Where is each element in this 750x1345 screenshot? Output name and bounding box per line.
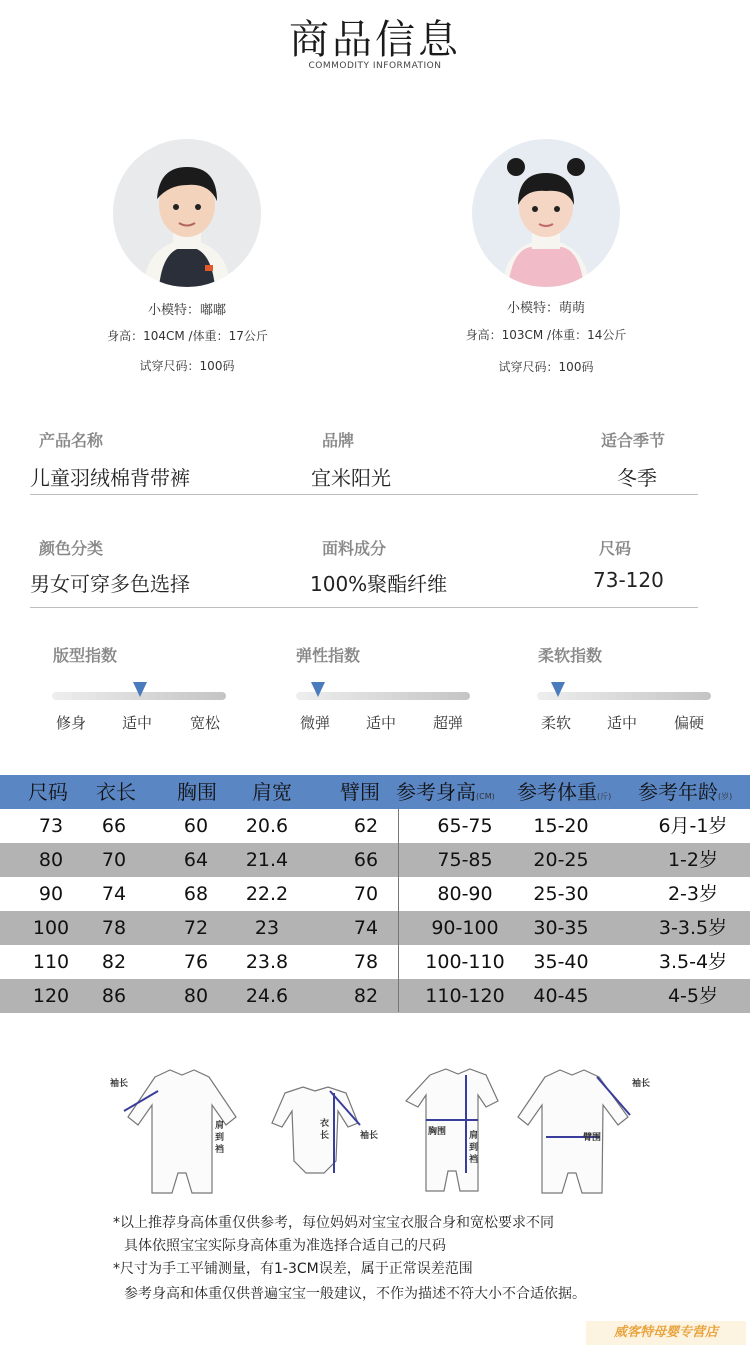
fabric-label: 面料成分: [322, 539, 387, 558]
romper-long-sleeve-back-icon: [518, 1070, 628, 1193]
th-size: 尺码: [28, 780, 68, 804]
elastic-index-marker: [311, 682, 325, 698]
model-boy-stats: 身高：104CM /体重：17公斤: [107, 329, 268, 343]
model-girl-photo: [472, 139, 620, 287]
fit-tick-1: 修身: [56, 714, 87, 732]
table-row: [0, 877, 750, 911]
elastic-tick-3: 超弹: [433, 714, 464, 732]
fit-index-marker: [133, 682, 147, 698]
size-value: 73-120: [593, 568, 664, 592]
table-cell: 80: [38, 849, 64, 871]
model-girl-stats: 身高：103CM /体重：14公斤: [465, 328, 627, 342]
info-divider-1: [30, 494, 698, 495]
th-height-unit: (CM): [476, 792, 495, 801]
note-3: *尺寸为手工平铺测量，有1-3CM误差，属于正常误差范围: [113, 1261, 473, 1277]
table-cell: 6月-1岁: [658, 815, 728, 837]
info-divider-2: [30, 607, 698, 608]
table-cell: 66: [101, 815, 127, 837]
romper-short-sleeve-icon: [406, 1069, 498, 1191]
table-cell: 21.4: [245, 849, 289, 871]
soft-tick-2: 适中: [607, 714, 638, 732]
table-cell: 90: [38, 883, 64, 905]
model-girl-name: 小模特：萌萌: [506, 301, 585, 316]
table-cell: 24.6: [245, 985, 289, 1007]
color-label: 颜色分类: [39, 539, 104, 558]
table-cell: 40-45: [533, 985, 589, 1007]
measurement-diagram: [100, 1065, 660, 1215]
size-table-header: [0, 775, 750, 809]
soft-index-marker: [551, 682, 565, 698]
table-cell: 62: [353, 815, 379, 837]
elastic-tick-1: 微弹: [300, 714, 331, 732]
table-cell: 15-20: [533, 815, 589, 837]
diagram-label-sleeve-3: 袖长: [632, 1079, 651, 1089]
table-cell: 78: [101, 917, 127, 939]
table-cell: 110-120: [425, 985, 505, 1007]
table-cell: 86: [101, 985, 127, 1007]
th-height-label: 参考身高: [396, 780, 476, 804]
diagram-label-chest: 胸围: [428, 1127, 447, 1137]
brand-value: 宜米阳光: [311, 466, 391, 490]
table-cell: 82: [353, 985, 379, 1007]
th-weight-label: 参考体重: [517, 780, 597, 804]
table-cell: 100: [32, 917, 70, 939]
diagram-label-sleeve-1: 袖长: [110, 1079, 129, 1089]
note-4: 参考身高和体重仅供普遍宝宝一般建议，不作为描述不符大小不合适依据。: [124, 1286, 586, 1302]
fit-index-label: 版型指数: [53, 646, 118, 665]
table-cell: 80-90: [437, 883, 493, 905]
th-age: [638, 775, 732, 809]
table-cell: 110: [32, 951, 70, 973]
table-cell: 100-110: [425, 951, 505, 973]
table-cell: 23: [254, 917, 280, 939]
th-shoulder: 肩宽: [252, 780, 292, 804]
store-watermark: 威客特母婴专营店: [586, 1321, 746, 1345]
product-name-value: 儿童羽绒棉背带裤: [30, 466, 190, 490]
table-cell: 22.2: [245, 883, 289, 905]
table-cell: 70: [101, 849, 127, 871]
diagram-label-length: 衣长: [320, 1119, 330, 1141]
table-row: [0, 945, 750, 979]
season-value: 冬季: [617, 466, 657, 490]
table-row: [0, 843, 750, 877]
size-label: 尺码: [599, 539, 632, 558]
table-cell: 3-3.5岁: [658, 917, 728, 939]
table-row: [0, 911, 750, 945]
table-cell: 20-25: [533, 849, 589, 871]
table-cell: 20.6: [245, 815, 289, 837]
model-boy-trial: 试穿尺码：100码: [139, 359, 235, 373]
diagram-label-shoulder-crotch-1: 肩到裆: [215, 1121, 225, 1155]
table-cell: 35-40: [533, 951, 589, 973]
soft-tick-3: 偏硬: [674, 714, 705, 732]
page-subtitle: COMMODITY INFORMATION: [308, 61, 442, 71]
elastic-index-label: 弹性指数: [296, 646, 361, 665]
table-row: [0, 809, 750, 843]
diagram-label-shoulder-crotch-2: 肩到裆: [469, 1131, 479, 1165]
fabric-value: 100%聚酯纤维: [310, 572, 448, 596]
note-1: *以上推荐身高体重仅供参考，每位妈妈对宝宝衣服合身和宽松要求不同: [113, 1215, 554, 1231]
table-cell: 60: [183, 815, 209, 837]
table-cell: 65-75: [437, 815, 493, 837]
th-age-label: 参考年龄: [638, 780, 718, 804]
table-cell: 70: [353, 883, 379, 905]
brand-label: 品牌: [322, 431, 355, 450]
th-height: [396, 775, 495, 809]
table-cell: 78: [353, 951, 379, 973]
season-label: 适合季节: [601, 431, 666, 450]
table-cell: 3.5-4岁: [658, 951, 728, 973]
fit-tick-3: 宽松: [190, 714, 221, 732]
page-title: 商品信息: [289, 17, 461, 63]
table-cell: 90-100: [431, 917, 499, 939]
diagram-label-arm: 臂围: [583, 1133, 602, 1143]
soft-index-label: 柔软指数: [538, 646, 603, 665]
note-2: 具体依照宝宝实际身高体重为准选择合适自己的尺码: [124, 1238, 446, 1254]
elastic-tick-2: 适中: [366, 714, 397, 732]
th-age-unit: (岁): [718, 792, 733, 801]
diagram-label-sleeve-2: 袖长: [360, 1131, 379, 1141]
th-length: 衣长: [96, 780, 136, 804]
model-boy-photo: [113, 139, 261, 287]
table-cell: 66: [353, 849, 379, 871]
table-cell: 2-3岁: [667, 883, 719, 905]
table-cell: 75-85: [437, 849, 493, 871]
model-girl-trial: 试穿尺码：100码: [498, 360, 594, 374]
th-arm: 臂围: [340, 780, 380, 804]
table-cell: 73: [38, 815, 64, 837]
table-cell: 25-30: [533, 883, 589, 905]
table-cell: 64: [183, 849, 209, 871]
th-weight: [517, 775, 611, 809]
table-cell: 1-2岁: [667, 849, 719, 871]
model-boy-name: 小模特：嘟嘟: [147, 303, 226, 318]
table-cell: 76: [183, 951, 209, 973]
bodysuit-icon: [272, 1087, 358, 1173]
table-cell: 4-5岁: [667, 985, 719, 1007]
table-cell: 120: [32, 985, 70, 1007]
product-name-label: 产品名称: [39, 431, 104, 450]
table-cell: 30-35: [533, 917, 589, 939]
table-cell: 80: [183, 985, 209, 1007]
fit-tick-2: 适中: [122, 714, 153, 732]
soft-tick-1: 柔软: [541, 714, 572, 732]
color-value: 男女可穿多色选择: [30, 572, 190, 596]
table-cell: 74: [101, 883, 127, 905]
table-cell: 72: [183, 917, 209, 939]
table-row: [0, 979, 750, 1013]
th-chest: 胸围: [177, 780, 217, 804]
table-cell: 82: [101, 951, 127, 973]
table-column-divider: [398, 809, 399, 1012]
table-cell: 74: [353, 917, 379, 939]
table-cell: 68: [183, 883, 209, 905]
table-cell: 23.8: [245, 951, 289, 973]
th-weight-unit: (斤): [597, 792, 612, 801]
